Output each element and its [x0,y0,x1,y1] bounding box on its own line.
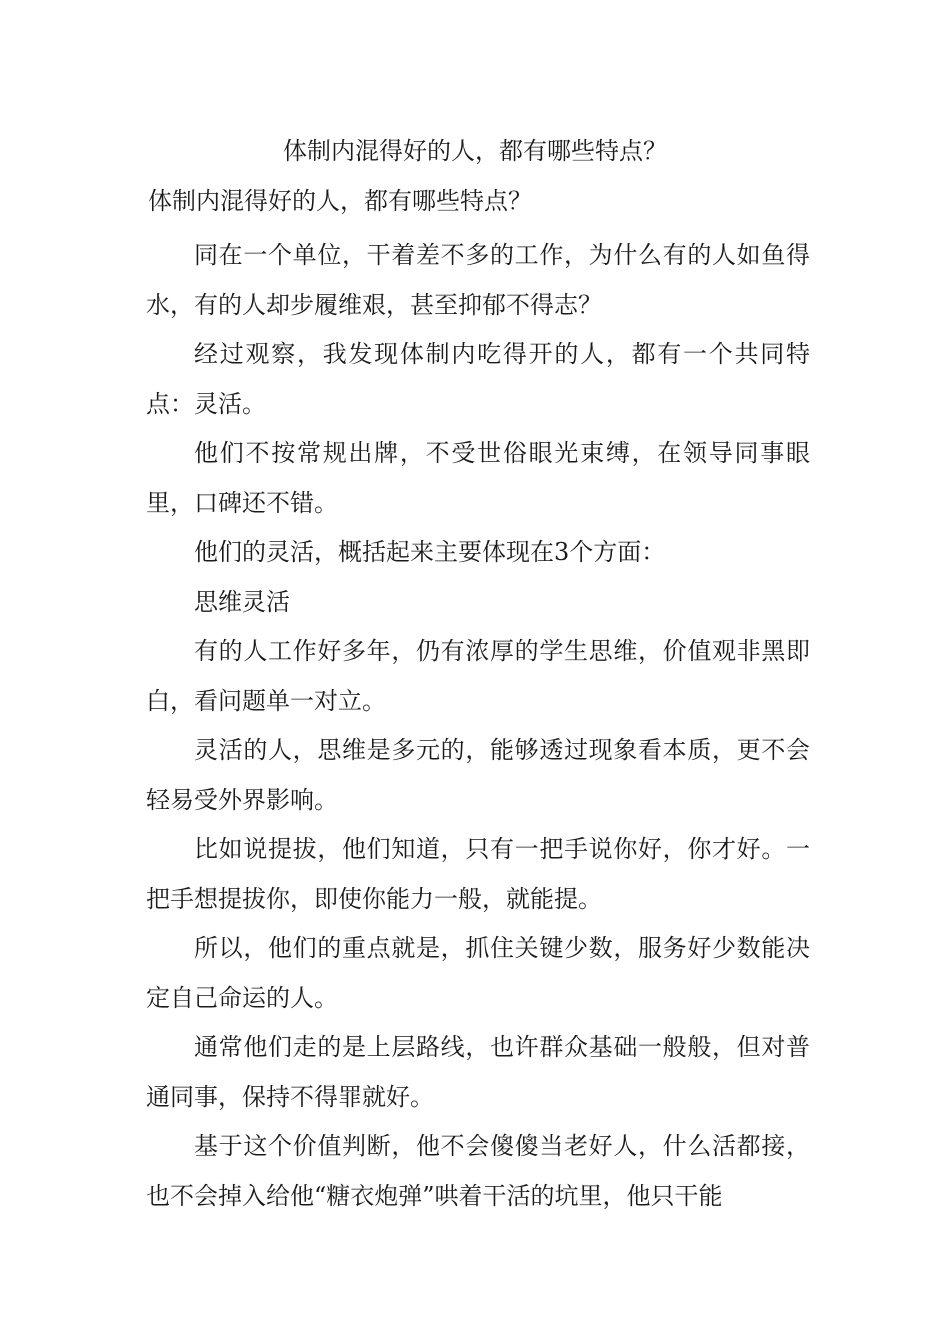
paragraph: 有的人工作好多年，仍有浓厚的学生思维，价值观非黑即白，看问题单一对立。 [146,637,810,715]
paragraph: 他们的灵活，概括起来主要体现在3个方面： [194,538,666,566]
document-title: 体制内混得好的人，都有哪些特点？ [283,137,667,165]
paragraph: 同在一个单位，干着差不多的工作，为什么有的人如鱼得水，有的人却步履维艰，甚至抑郁不得志？ [146,241,810,319]
section-heading: 思维灵活 [194,587,290,616]
document-subtitle: 体制内混得好的人，都有哪些特点？ [148,187,532,215]
paragraph: 灵活的人，思维是多元的，能够透过现象看本质，更不会轻易受外界影响。 [146,736,810,814]
paragraph: 经过观察，我发现体制内吃得开的人，都有一个共同特点：灵活。 [146,340,810,418]
paragraph: 基于这个价值判断，他不会傻傻当老好人，什么活都接，也不会掉入给他“糖衣炮弹”哄着干活的坑里，他只干能 [146,1132,810,1210]
paragraph: 所以，他们的重点就是，抓住关键少数，服务好少数能决定自己命运的人。 [146,934,810,1012]
paragraph: 通常他们走的是上层路线，也许群众基础一般般，但对普通同事，保持不得罪就好。 [146,1033,810,1111]
paragraph: 他们不按常规出牌，不受世俗眼光束缚，在领导同事眼里，口碑还不错。 [146,439,810,517]
paragraph: 比如说提拔，他们知道，只有一把手说你好，你才好。一把手想提拔你，即使你能力一般，就能提。 [146,835,810,913]
document-body [146,231,810,1221]
